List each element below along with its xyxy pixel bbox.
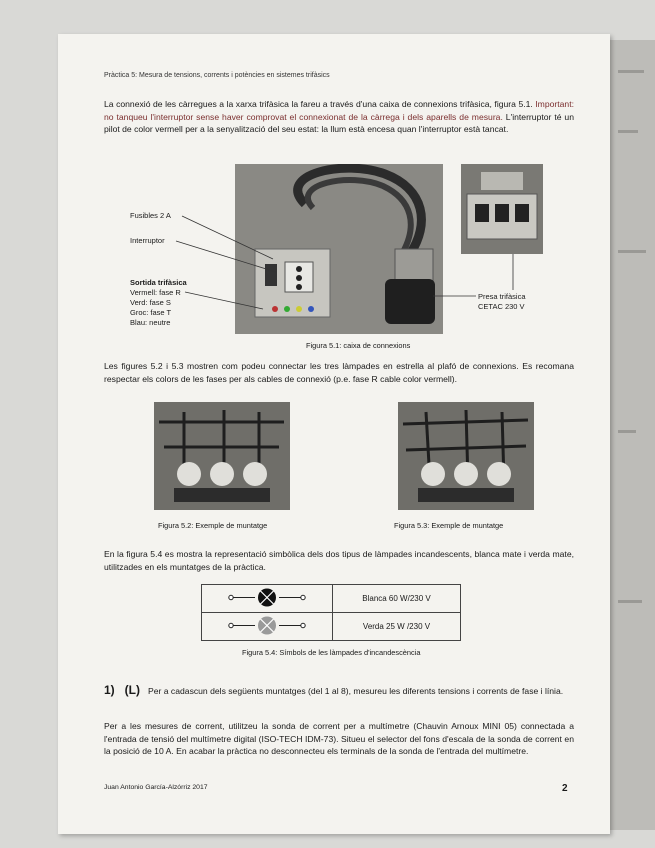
question-tag: (L) bbox=[124, 683, 140, 697]
document-page bbox=[58, 34, 610, 834]
question-1 bbox=[104, 684, 574, 698]
green-lamp-symbol-icon bbox=[203, 614, 331, 637]
figure-5-3-caption: Figura 5.3: Exemple de muntatge bbox=[394, 521, 504, 530]
paragraph-current-measurement: Per a les mesures de corrent, utilitzeu la sonda de corrent per a multímetre (Chauvin Arnoux MINI 05) connectada a l'entrada de tensió del multímetre digital (ISO-TECH IDM-73). Situeu el selector del fons d'escala de la sonda de corrent en la posició de 10 A. En acabar la pràctica no desconnecteu els terminals de la sonda de l'entrada del multímetre. bbox=[104, 721, 574, 756]
figure-5-1-caption: Figura 5.1: caixa de connexions bbox=[306, 341, 411, 350]
page-number: 2 bbox=[562, 783, 568, 794]
table-row bbox=[202, 585, 461, 613]
adjacent-page-edge bbox=[610, 40, 655, 830]
label-sortida-trifasica: Sortida trifàsica Vermell: fase R Verd: fase S Groc: fase T Blau: neutre bbox=[130, 278, 187, 327]
paragraph-5-4: En la figura 5.4 es mostra la representació simbòlica dels dos tipus de làmpades incandescents, blanca mate i verda mate, utilitzades en els muntatges de la pràctica. bbox=[104, 549, 574, 572]
green-lamp-label: Verda 25 W /230 V bbox=[333, 613, 461, 641]
label-presa-trifasica: Presa trifàsica CETAC 230 V bbox=[478, 292, 526, 311]
white-lamp-label: Blanca 60 W/230 V bbox=[333, 585, 461, 613]
table-row bbox=[202, 613, 461, 641]
figure-5-2-caption: Figura 5.2: Exemple de muntatge bbox=[158, 521, 268, 530]
label-interruptor: Interruptor bbox=[130, 236, 165, 245]
label-fusibles: Fusibles 2 A bbox=[130, 211, 171, 220]
question-number: 1) bbox=[104, 683, 115, 697]
important-note: Important: no tanqueu l'interruptor sense haver comprovat el connexionat de la càrrega i dels aparells de mesura. bbox=[104, 99, 574, 122]
montage-photo-5-2 bbox=[154, 402, 290, 510]
intro-paragraph: La connexió de les càrregues a la xarxa trifàsica la fareu a través d'una caixa de connexions trifàsica, figura 5.1. Important: no tanqueu l'interruptor sense haver comprovat el connexionat de la càrrega i dels aparells de mesura. L'interruptor té un pilot de color vermell per a la senyalització del seu estat: la llum està encesa quan l'interruptor està tancat. bbox=[104, 99, 574, 134]
footer-author: Juan Antonio García-Alzórriz 2017 bbox=[104, 784, 208, 791]
lamp-symbols-table bbox=[201, 584, 461, 641]
paragraph-5-2: Les figures 5.2 i 5.3 mostren com podeu connectar les tres làmpades en estrella al plafó de connexions. Es recomana respectar els colors de les fases per als cables de connexió (p.e. fase R cable color vermell). bbox=[104, 361, 574, 384]
figure-5-4-caption: Figura 5.4: Símbols de les làmpades d'incandescència bbox=[242, 648, 421, 657]
figure-5-1-leader-lines bbox=[58, 34, 610, 364]
white-lamp-symbol-icon bbox=[203, 586, 331, 609]
montage-photo-5-3 bbox=[398, 402, 534, 510]
running-header: Pràctica 5: Mesura de tensions, corrents i potències en sistemes trifàsics bbox=[104, 72, 330, 79]
question-text: Per a cadascun dels següents muntatges (del 1 al 8), mesureu les diferents tensions i corrents de fase i línia. bbox=[148, 686, 564, 696]
